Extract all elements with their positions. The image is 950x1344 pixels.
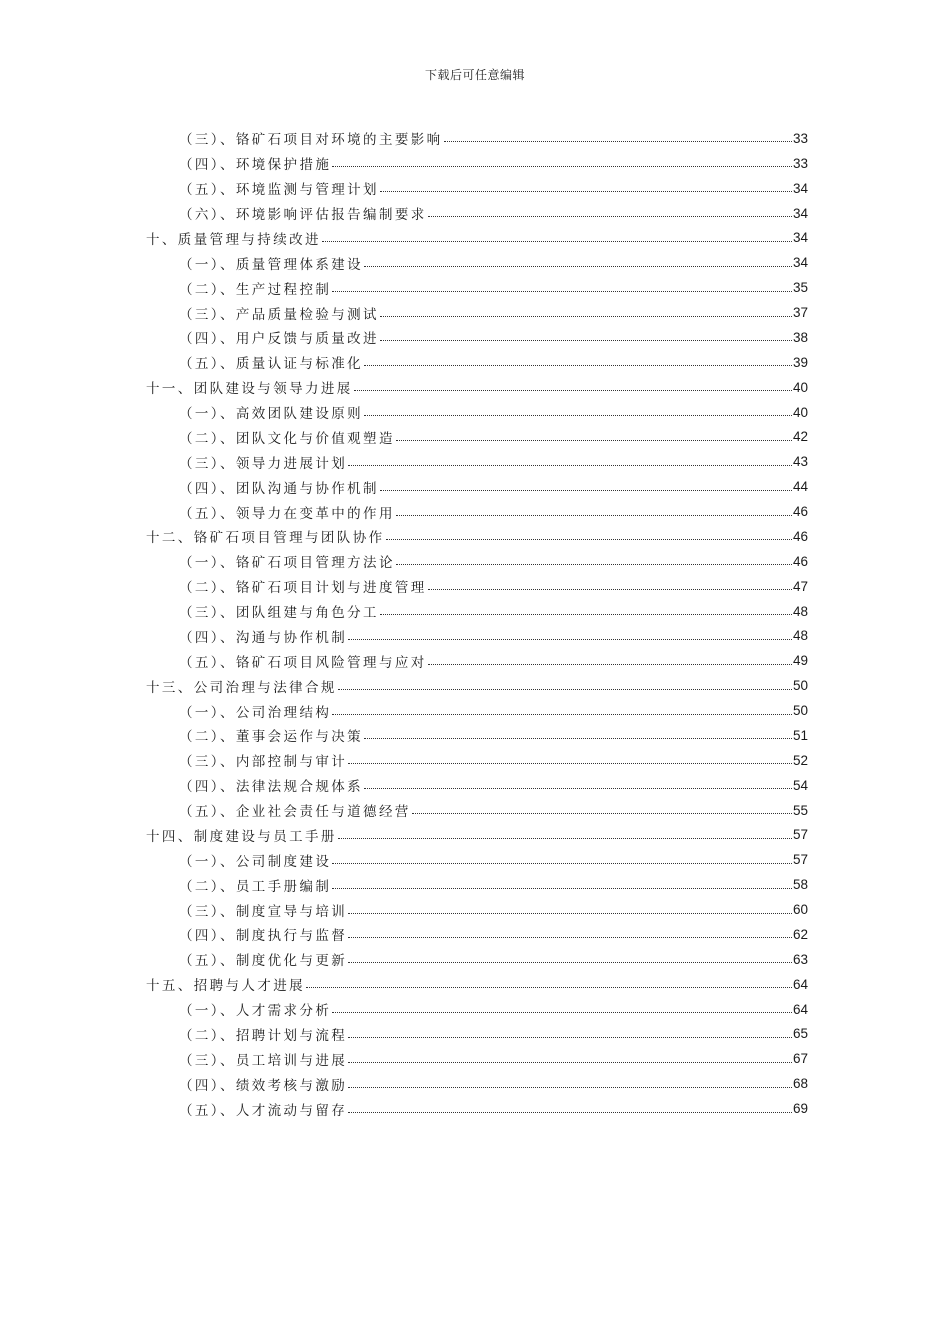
toc-entry-title: （二）、铬矿石项目计划与进度管理 <box>179 580 427 597</box>
toc-dot-leader <box>348 1037 792 1038</box>
toc-dot-leader <box>348 465 792 466</box>
toc-section-entry[interactable] <box>146 1071 808 1096</box>
toc-dot-leader <box>364 788 792 789</box>
toc-page-number: 37 <box>792 305 808 321</box>
toc-page-number: 57 <box>792 852 808 868</box>
toc-entry-title: （一）、高效团队建设原则 <box>179 406 364 423</box>
toc-section-entry[interactable] <box>146 723 808 748</box>
toc-dot-leader <box>348 937 792 938</box>
toc-entry-title: （二）、员工手册编制 <box>179 878 332 895</box>
toc-page-number: 34 <box>792 205 808 221</box>
toc-entry-title: （五）、质量认证与标准化 <box>179 356 364 373</box>
toc-entry-title: （一）、铬矿石项目管理方法论 <box>179 555 395 572</box>
toc-dot-leader <box>348 962 792 963</box>
toc-page-number: 38 <box>792 329 808 345</box>
toc-entry-title: 十三、公司治理与法律合规 <box>146 679 337 696</box>
toc-chapter-entry[interactable] <box>146 375 808 400</box>
toc-page-number: 62 <box>792 926 808 942</box>
toc-dot-leader <box>332 714 792 715</box>
toc-dot-leader <box>364 415 792 416</box>
toc-entry-title: （五）、铬矿石项目风险管理与应对 <box>179 654 427 671</box>
toc-section-entry[interactable] <box>146 300 808 325</box>
toc-page-number: 40 <box>792 404 808 420</box>
toc-section-entry[interactable] <box>146 648 808 673</box>
toc-entry-title: （四）、用户反馈与质量改进 <box>179 331 379 348</box>
toc-entry-title: （六）、环境影响评估报告编制要求 <box>179 207 427 224</box>
toc-dot-leader <box>354 390 792 391</box>
toc-section-entry[interactable] <box>146 847 808 872</box>
toc-page-number: 43 <box>792 454 808 470</box>
toc-entry-title: （二）、团队文化与价值观塑造 <box>179 430 395 447</box>
toc-entry-title: （四）、团队沟通与协作机制 <box>179 480 379 497</box>
toc-page-number: 68 <box>792 1076 808 1092</box>
page-header: 下载后可任意编辑 <box>424 68 525 82</box>
toc-dot-leader <box>332 863 792 864</box>
toc-dot-leader <box>348 1087 792 1088</box>
toc-section-entry[interactable] <box>146 250 808 275</box>
toc-page-number: 49 <box>792 653 808 669</box>
toc-entry-title: 十四、制度建设与员工手册 <box>146 828 337 845</box>
toc-chapter-entry[interactable] <box>146 972 808 997</box>
toc-dot-leader <box>348 913 792 914</box>
toc-section-entry[interactable] <box>146 151 808 176</box>
toc-section-entry[interactable] <box>146 1046 808 1071</box>
toc-page-number: 46 <box>792 504 808 520</box>
toc-section-entry[interactable] <box>146 400 808 425</box>
toc-dot-leader <box>444 141 792 142</box>
toc-dot-leader <box>380 490 792 491</box>
toc-entry-title: （三）、铬矿石项目对环境的主要影响 <box>179 132 443 149</box>
toc-entry-title: （三）、员工培训与进展 <box>179 1052 348 1069</box>
toc-page-number: 50 <box>792 678 808 694</box>
toc-entry-title: （五）、环境监测与管理计划 <box>179 182 379 199</box>
toc-entry-title: （三）、内部控制与审计 <box>179 754 348 771</box>
toc-entry-title: （一）、公司制度建设 <box>179 853 332 870</box>
toc-dot-leader <box>332 888 792 889</box>
toc-page-number: 34 <box>792 180 808 196</box>
toc-page-number: 34 <box>792 230 808 246</box>
toc-page-number: 64 <box>792 976 808 992</box>
toc-entry-title: （四）、绩效考核与激励 <box>179 1077 348 1094</box>
toc-dot-leader <box>396 440 792 441</box>
toc-dot-leader <box>348 639 792 640</box>
toc-entry-title: 十、质量管理与持续改进 <box>146 231 321 248</box>
toc-dot-leader <box>380 316 792 317</box>
toc-dot-leader <box>428 664 792 665</box>
toc-dot-leader <box>386 539 792 540</box>
toc-entry-title: （四）、制度执行与监督 <box>179 928 348 945</box>
toc-page-number: 64 <box>792 1001 808 1017</box>
toc-page-number: 33 <box>792 130 808 146</box>
toc-dot-leader <box>322 241 792 242</box>
toc-section-entry[interactable] <box>146 499 808 524</box>
toc-dot-leader <box>380 191 792 192</box>
toc-entry-title: （二）、董事会运作与决策 <box>179 729 364 746</box>
toc-dot-leader <box>428 216 792 217</box>
toc-entry-title: （五）、企业社会责任与道德经营 <box>179 804 411 821</box>
toc-dot-leader <box>332 166 792 167</box>
toc-dot-leader <box>364 365 792 366</box>
toc-page-number: 33 <box>792 155 808 171</box>
toc-section-entry[interactable] <box>146 201 808 226</box>
toc-section-entry[interactable] <box>146 574 808 599</box>
toc-chapter-entry[interactable] <box>146 823 808 848</box>
toc-dot-leader <box>412 813 792 814</box>
toc-section-entry[interactable] <box>146 1096 808 1121</box>
toc-page-number: 57 <box>792 827 808 843</box>
toc-section-entry[interactable] <box>146 449 808 474</box>
toc-section-entry[interactable] <box>146 773 808 798</box>
toc-page-number: 51 <box>792 727 808 743</box>
toc-entry-title: （四）、法律法规合规体系 <box>179 779 364 796</box>
toc-dot-leader <box>332 1012 792 1013</box>
toc-chapter-entry[interactable] <box>146 673 808 698</box>
toc-page-number: 60 <box>792 902 808 918</box>
toc-dot-leader <box>396 564 792 565</box>
toc-section-entry[interactable] <box>146 474 808 499</box>
toc-section-entry[interactable] <box>146 624 808 649</box>
toc-section-entry[interactable] <box>146 350 808 375</box>
toc-dot-leader <box>338 838 792 839</box>
toc-page-number: 58 <box>792 877 808 893</box>
toc-section-entry[interactable] <box>146 599 808 624</box>
toc-page-number: 48 <box>792 603 808 619</box>
toc-section-entry[interactable] <box>146 872 808 897</box>
toc-page-number: 39 <box>792 354 808 370</box>
toc-dot-leader <box>380 614 792 615</box>
toc-section-entry[interactable] <box>146 997 808 1022</box>
toc-page-number: 67 <box>792 1051 808 1067</box>
toc-section-entry[interactable] <box>146 698 808 723</box>
toc-entry-title: （五）、领导力在变革中的作用 <box>179 505 395 522</box>
toc-dot-leader <box>380 340 792 341</box>
toc-page-number: 42 <box>792 429 808 445</box>
toc-entry-title: （三）、领导力进展计划 <box>179 455 348 472</box>
toc-page-number: 35 <box>792 280 808 296</box>
toc-section-entry[interactable] <box>146 1022 808 1047</box>
toc-section-entry[interactable] <box>146 922 808 947</box>
toc-section-entry[interactable] <box>146 549 808 574</box>
toc-chapter-entry[interactable] <box>146 226 808 251</box>
toc-entry-title: 十五、招聘与人才进展 <box>146 978 305 995</box>
toc-entry-title: （三）、团队组建与角色分工 <box>179 605 379 622</box>
toc-page-number: 65 <box>792 1026 808 1042</box>
toc-entry-title: （四）、环境保护措施 <box>179 157 332 174</box>
toc-page-number: 46 <box>792 553 808 569</box>
toc-dot-leader <box>348 763 792 764</box>
table-of-contents <box>146 126 808 1121</box>
toc-page-number: 47 <box>792 578 808 594</box>
toc-page-number: 63 <box>792 951 808 967</box>
toc-dot-leader <box>348 1062 792 1063</box>
toc-entry-title: 十二、铬矿石项目管理与团队协作 <box>146 530 385 547</box>
toc-page-number: 40 <box>792 379 808 395</box>
toc-dot-leader <box>364 266 792 267</box>
toc-entry-title: （一）、人才需求分析 <box>179 1003 332 1020</box>
toc-section-entry[interactable] <box>146 325 808 350</box>
toc-section-entry[interactable] <box>146 275 808 300</box>
toc-page-number: 52 <box>792 752 808 768</box>
toc-section-entry[interactable] <box>146 425 808 450</box>
toc-section-entry[interactable] <box>146 947 808 972</box>
toc-dot-leader <box>338 689 792 690</box>
toc-entry-title: （二）、生产过程控制 <box>179 281 332 298</box>
toc-entry-title: （三）、制度宣导与培训 <box>179 903 348 920</box>
toc-dot-leader <box>364 738 792 739</box>
toc-dot-leader <box>428 589 792 590</box>
toc-section-entry[interactable] <box>146 897 808 922</box>
toc-page-number: 44 <box>792 479 808 495</box>
toc-page-number: 34 <box>792 255 808 271</box>
toc-entry-title: （四）、沟通与协作机制 <box>179 629 348 646</box>
toc-dot-leader <box>348 1112 792 1113</box>
toc-page-number: 55 <box>792 802 808 818</box>
toc-section-entry[interactable] <box>146 176 808 201</box>
toc-dot-leader <box>332 291 792 292</box>
toc-section-entry[interactable] <box>146 126 808 151</box>
toc-page-number: 50 <box>792 703 808 719</box>
toc-page-number: 46 <box>792 528 808 544</box>
toc-entry-title: （五）、制度优化与更新 <box>179 953 348 970</box>
toc-section-entry[interactable] <box>146 798 808 823</box>
toc-entry-title: 十一、团队建设与领导力进展 <box>146 381 353 398</box>
toc-dot-leader <box>396 515 792 516</box>
toc-entry-title: （三）、产品质量检验与测试 <box>179 306 379 323</box>
toc-page-number: 48 <box>792 628 808 644</box>
toc-section-entry[interactable] <box>146 748 808 773</box>
toc-page-number: 69 <box>792 1101 808 1117</box>
toc-entry-title: （一）、质量管理体系建设 <box>179 256 364 273</box>
toc-dot-leader <box>306 987 792 988</box>
toc-page-number: 54 <box>792 777 808 793</box>
toc-entry-title: （一）、公司治理结构 <box>179 704 332 721</box>
toc-entry-title: （二）、招聘计划与流程 <box>179 1027 348 1044</box>
toc-chapter-entry[interactable] <box>146 524 808 549</box>
toc-entry-title: （五）、人才流动与留存 <box>179 1102 348 1119</box>
